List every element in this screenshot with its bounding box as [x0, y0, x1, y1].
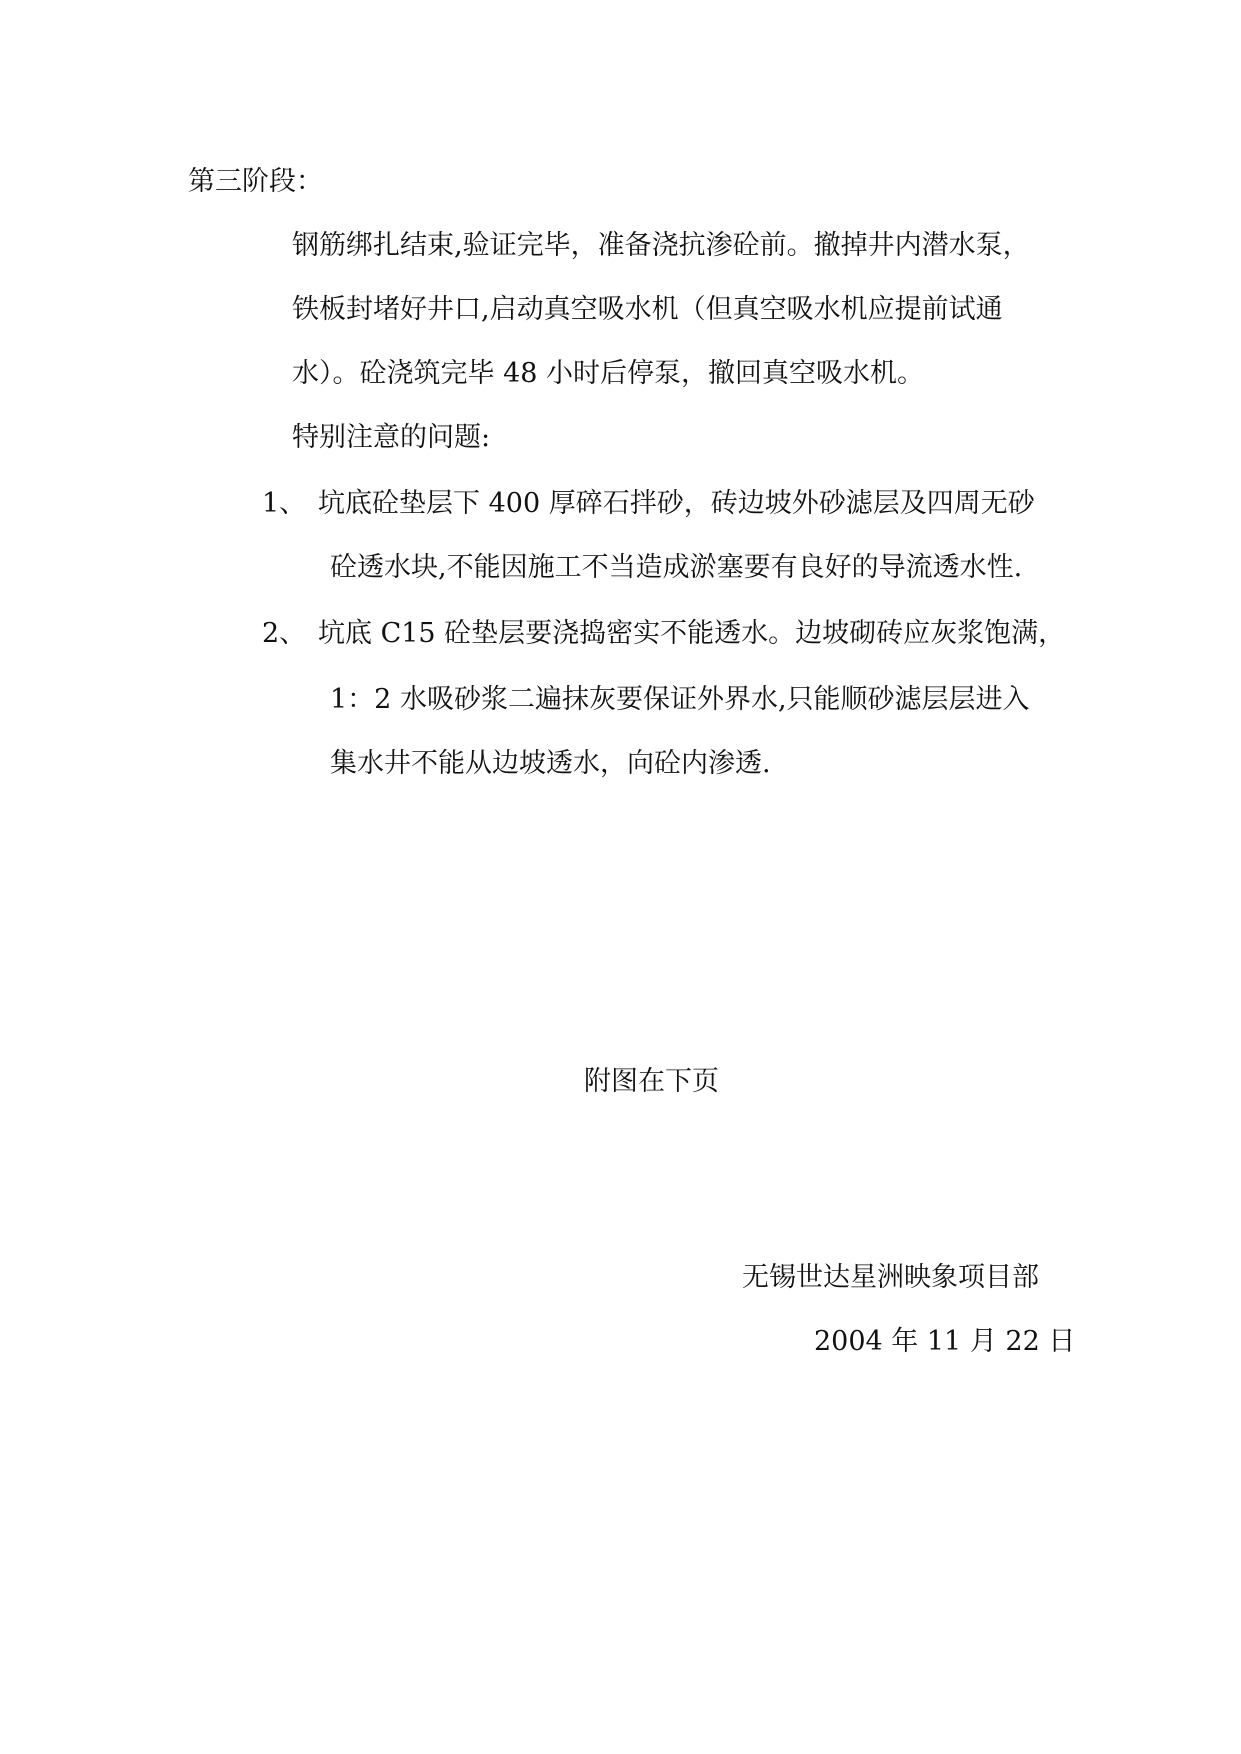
note-2-line-1: 坑底 C15 砼垫层要浇捣密实不能透水。边坡砌砖应灰浆饱满，: [318, 618, 1066, 649]
notes-heading: 特别注意的问题:: [292, 422, 491, 453]
attachment-note: 附图在下页: [584, 1066, 719, 1097]
body-line-3: 水）。砼浇筑完毕 48 小时后停泵，撤回真空吸水机。: [292, 358, 925, 389]
note-2-line-3: 集水井不能从边坡透水，向砼内渗透.: [330, 748, 771, 779]
note-1-line-2: 砼透水块,不能因施工不当造成淤塞要有良好的导流透水性.: [330, 552, 1023, 583]
body-line-1: 钢筋绑扎结束,验证完毕，准备浇抗渗砼前。撤掉井内潜水泵，: [292, 230, 1030, 261]
note-2-line-2: 1：2 水吸砂浆二遍抹灰要保证外界水,只能顺砂滤层层进入: [330, 684, 1030, 715]
note-2-number: 2、: [262, 618, 307, 649]
note-1-line-1: 坑底砼垫层下 400 厚碎石拌砂，砖边坡外砂滤层及四周无砂: [318, 488, 1035, 519]
signature-date: 2004 年 11 月 22 日: [814, 1326, 1076, 1357]
note-1-number: 1、: [262, 488, 307, 519]
section-heading: 第三阶段：: [188, 166, 323, 197]
body-line-2: 铁板封堵好井口,启动真空吸水机（但真空吸水机应提前试通: [292, 294, 1003, 325]
signature-organization: 无锡世达星洲映象项目部: [742, 1262, 1039, 1293]
